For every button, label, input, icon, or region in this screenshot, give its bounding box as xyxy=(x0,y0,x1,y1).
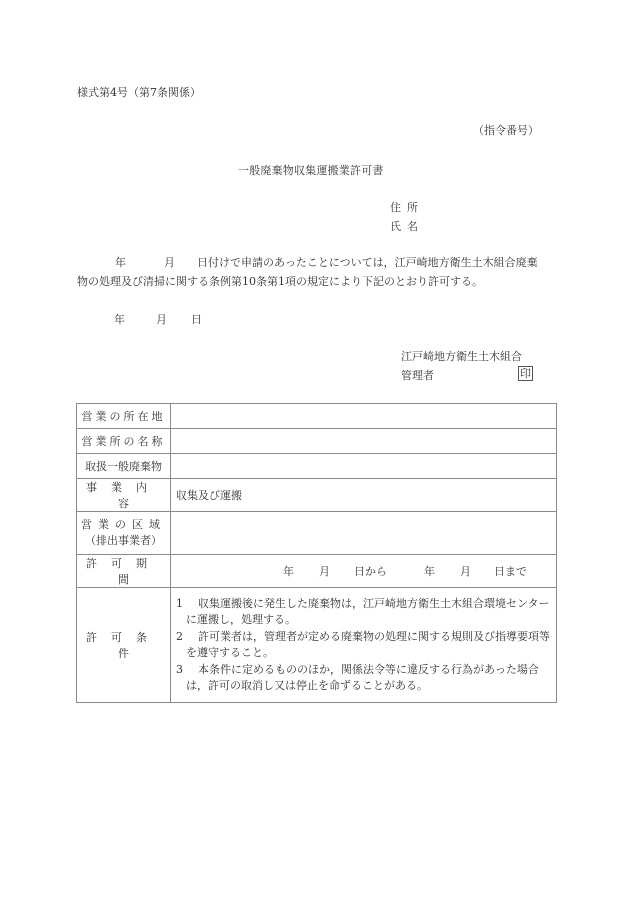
row-label-business-area xyxy=(77,512,171,555)
issue-date xyxy=(114,311,202,327)
condition-number: 2 xyxy=(176,629,183,643)
permit-conditions-label-text: 許可条件 xyxy=(86,631,161,660)
condition-item xyxy=(176,629,550,662)
address-label: 住所 xyxy=(390,201,424,214)
form-number: 様式第4号（第7条関係） xyxy=(77,86,201,99)
conditions-list xyxy=(171,593,556,698)
row-value-business-content: 収集及び運搬 xyxy=(171,479,557,512)
table-row xyxy=(77,512,557,555)
row-label-waste-type: 取扱一般廃棄物 xyxy=(77,454,171,479)
issue-year: 年 xyxy=(114,313,125,326)
period-to-day: 日まで xyxy=(494,565,527,578)
row-value-waste-type xyxy=(171,454,557,479)
row-value-office-name xyxy=(171,429,557,454)
name-label: 氏名 xyxy=(390,220,424,233)
row-label-business-location: 営業の所在地 xyxy=(77,404,171,429)
period-from-month: 月 xyxy=(319,565,330,578)
permit-details-table xyxy=(76,403,557,703)
row-value-permit-period xyxy=(171,555,557,588)
business-content-label-text: 事業内容 xyxy=(86,481,161,510)
row-value-business-location xyxy=(171,404,557,429)
table-row xyxy=(77,588,557,703)
table-row xyxy=(77,555,557,588)
body-text-1: 日付けで申請のあったことについては，江戸崎地方衛生土木組合廃棄 xyxy=(197,256,538,269)
period-from-day: 日から xyxy=(354,565,387,578)
row-label-office-name: 営業所の名称 xyxy=(77,429,171,454)
row-label-permit-period xyxy=(77,555,171,588)
condition-number: 1 xyxy=(176,596,183,610)
body-paragraph-line-1 xyxy=(77,254,538,270)
table-row xyxy=(77,479,557,512)
table-row xyxy=(77,429,557,454)
condition-text: 許可業者は，管理者が定める廃棄物の処理に関する規則及び指導要項等を遵守すること。 xyxy=(186,629,550,659)
issuer-organization: 江戸崎地方衛生土木組合 xyxy=(401,350,522,363)
condition-item xyxy=(176,662,550,695)
business-area-sublabel: （排出事業者） xyxy=(85,534,162,547)
row-label-permit-conditions xyxy=(77,588,171,703)
condition-item xyxy=(176,596,550,629)
issuer-manager-row xyxy=(401,367,533,383)
issue-day: 日 xyxy=(191,313,202,326)
condition-text: 本条件に定めるもののほか，関係法令等に違反する行為があった場合は，許可の取消し又は停止を命ずることがある。 xyxy=(186,662,539,692)
business-area-label: 営業の区域 xyxy=(81,518,166,531)
row-value-permit-conditions xyxy=(171,588,557,703)
application-month: 月 xyxy=(164,256,175,269)
seal-icon: 印 xyxy=(520,367,531,380)
body-paragraph-line-2: 物の処理及び清掃に関する条例第10条第1項の規定により下記のとおり許可する。 xyxy=(77,275,483,288)
period-from-year: 年 xyxy=(283,565,294,578)
condition-text: 収集運搬後に発生した廃棄物は，江戸崎地方衛生土木組合環境センターに運搬し，処理する。 xyxy=(186,596,550,626)
application-year: 年 xyxy=(115,256,126,269)
document-title: 一般廃棄物収集運搬業許可書 xyxy=(238,164,384,177)
issue-month: 月 xyxy=(156,313,167,326)
period-to-year: 年 xyxy=(424,565,435,578)
table-row xyxy=(77,454,557,479)
period-to-month: 月 xyxy=(460,565,471,578)
table-row xyxy=(77,404,557,429)
permit-period-label-text: 許可期間 xyxy=(86,557,161,586)
row-label-business-content xyxy=(77,479,171,512)
directive-number: （指令番号） xyxy=(473,124,539,137)
manager-title: 管理者 xyxy=(401,369,434,382)
condition-number: 3 xyxy=(176,662,183,676)
row-value-business-area xyxy=(171,512,557,555)
